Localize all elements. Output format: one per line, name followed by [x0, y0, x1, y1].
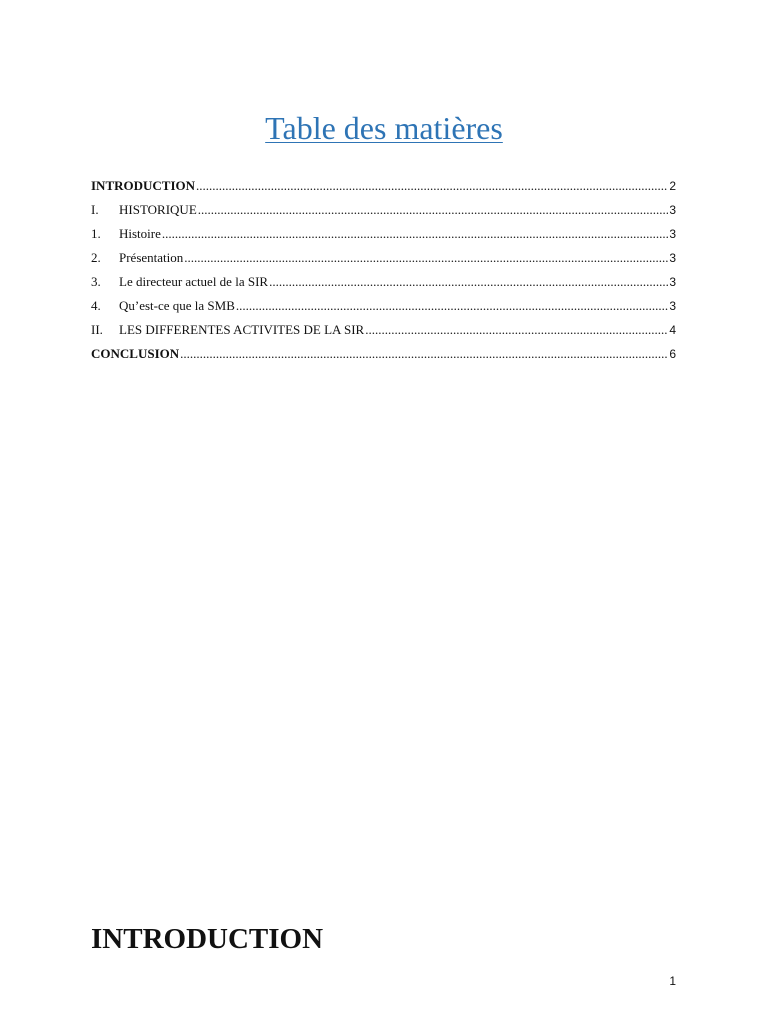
toc-entry-label: Histoire: [119, 226, 161, 241]
section-heading-introduction: INTRODUCTION: [91, 923, 324, 955]
toc-entry-page: 3: [669, 227, 676, 241]
table-of-contents: [91, 174, 676, 366]
toc-entry-page: 3: [669, 275, 676, 289]
toc-entry-page: 3: [669, 203, 676, 217]
toc-entry-smb[interactable]: [91, 294, 676, 318]
toc-entry-label: Présentation: [119, 250, 184, 265]
toc-entry-label: INTRODUCTION: [91, 178, 196, 193]
toc-entry-label: HISTORIQUE: [119, 202, 197, 217]
toc-dot-leader: [236, 294, 668, 318]
toc-dot-leader: [365, 318, 668, 342]
toc-entry-number: I.: [91, 202, 99, 217]
toc-entry-label: Le directeur actuel de la SIR: [119, 274, 269, 289]
toc-title-link[interactable]: Table des matières: [265, 110, 503, 146]
toc-entry-number: 4.: [91, 298, 101, 313]
toc-title: [0, 108, 768, 148]
toc-dot-leader: [184, 246, 668, 270]
toc-entry-number: 1.: [91, 226, 101, 241]
toc-dot-leader: [180, 342, 668, 366]
toc-entry-number: II.: [91, 322, 103, 337]
toc-entry-number: 3.: [91, 274, 101, 289]
toc-entry-label: Qu’est-ce que la SMB: [119, 298, 235, 313]
toc-entry-presentation[interactable]: [91, 246, 676, 270]
toc-entry-historique[interactable]: [91, 198, 676, 222]
toc-dot-leader: [162, 222, 668, 246]
toc-entry-introduction[interactable]: [91, 174, 676, 198]
toc-entry-label: LES DIFFERENTES ACTIVITES DE LA SIR: [119, 322, 365, 337]
toc-entry-conclusion[interactable]: [91, 342, 676, 366]
toc-entry-label: CONCLUSION: [91, 346, 180, 361]
toc-entry-page: 6: [669, 347, 676, 361]
toc-entry-page: 3: [669, 299, 676, 313]
toc-entry-activites[interactable]: [91, 318, 676, 342]
toc-entry-page: 3: [669, 251, 676, 265]
toc-dot-leader: [196, 174, 668, 198]
toc-entry-page: 4: [669, 323, 676, 337]
toc-entry-number: 2.: [91, 250, 101, 265]
toc-entry-directeur[interactable]: [91, 270, 676, 294]
page-number: 1: [669, 974, 676, 988]
toc-dot-leader: [269, 270, 668, 294]
toc-entry-page: 2: [669, 179, 676, 193]
toc-entry-histoire[interactable]: [91, 222, 676, 246]
toc-dot-leader: [198, 198, 669, 222]
